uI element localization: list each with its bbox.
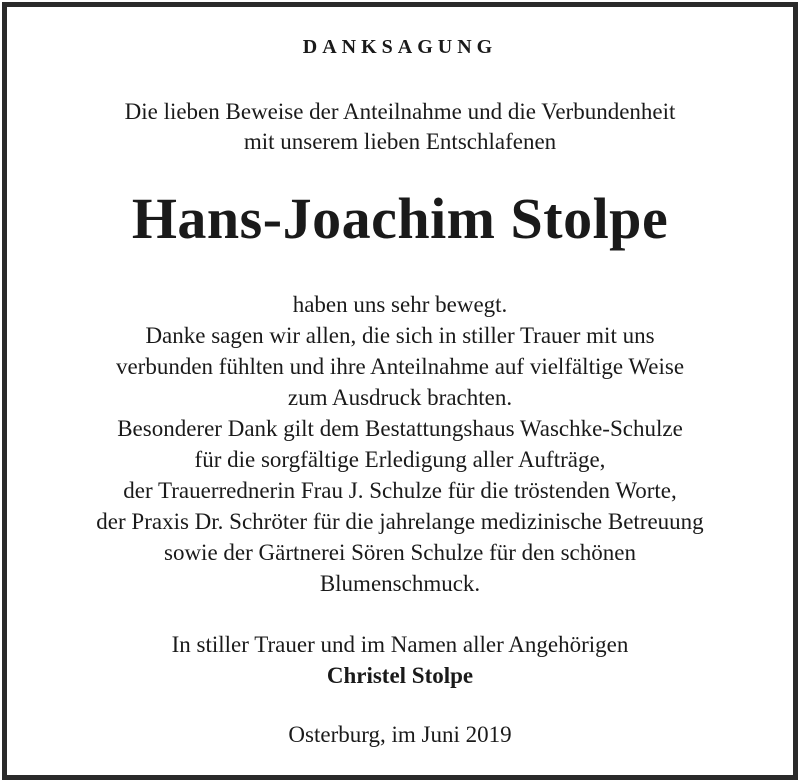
intro-paragraph xyxy=(7,97,793,157)
body-line: zum Ausdruck brachten. xyxy=(287,385,513,410)
body-line: verbunden fühlten und ihre Anteilnahme auf vielfältige Weise xyxy=(115,354,685,379)
notice-border xyxy=(2,2,798,780)
intro-line: Die lieben Beweise der Anteilnahme und die Verbundenheit xyxy=(124,99,676,124)
closing-line: In stiller Trauer und im Namen aller Angehörigen xyxy=(171,632,629,657)
body-line: Besonderer Dank gilt dem Bestattungshaus Waschke-Schulze xyxy=(117,416,683,441)
thanks-paragraph xyxy=(7,289,793,599)
body-line: sowie der Gärtnerei Sören Schulze für den schönen xyxy=(164,540,636,565)
place-date: Osterburg, im Juni 2019 xyxy=(288,722,512,747)
signer-name: Christel Stolpe xyxy=(326,663,474,688)
closing-block xyxy=(7,629,793,691)
body-line: haben uns sehr bewegt. xyxy=(292,292,508,317)
body-line: Danke sagen wir allen, die sich in stiller Trauer mit uns xyxy=(145,323,655,348)
body-line: der Trauerrednerin Frau J. Schulze für die tröstenden Worte, xyxy=(123,478,677,503)
deceased-name: Hans-Joachim Stolpe xyxy=(131,186,669,251)
notice-heading: DANKSAGUNG xyxy=(302,36,498,58)
body-line: der Praxis Dr. Schröter für die jahrelange medizinische Betreuung xyxy=(96,509,704,534)
body-line: für die sorgfältige Erledigung aller Aufträge, xyxy=(194,447,606,472)
body-line: Blumenschmuck. xyxy=(319,571,481,596)
intro-line: mit unserem lieben Entschlafenen xyxy=(243,129,557,154)
